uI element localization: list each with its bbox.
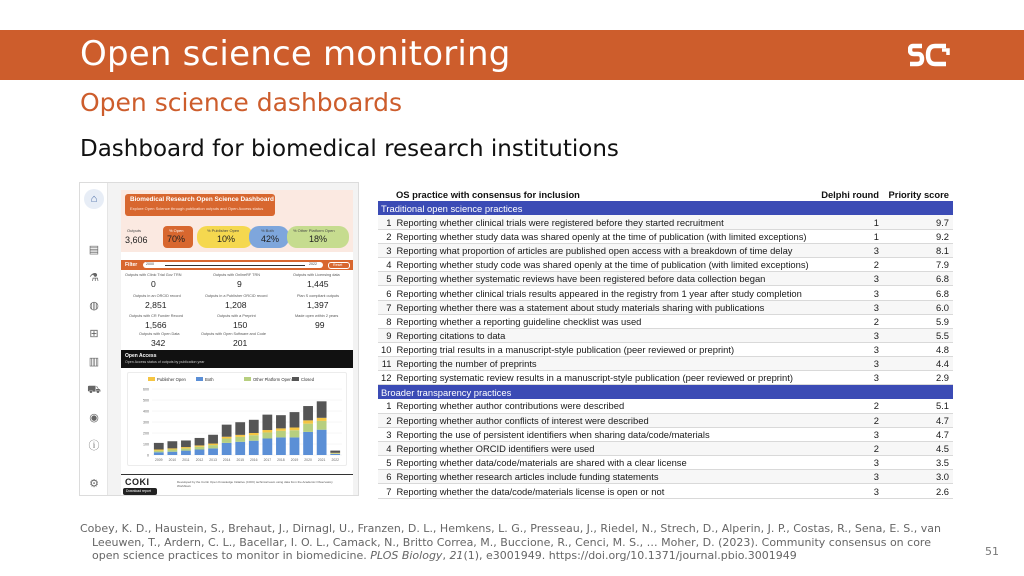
table-row	[378, 258, 953, 272]
bar-segment	[276, 431, 286, 438]
legend-label: Publisher Open	[157, 377, 186, 382]
bar-segment	[208, 444, 218, 446]
bar-segment	[249, 435, 259, 441]
publisher-open-label: % Publisher Open	[207, 228, 240, 233]
outputs-label: Outputs	[127, 228, 142, 233]
table-row	[378, 229, 953, 243]
row-number: 11	[378, 357, 393, 371]
download-report-button[interactable]	[123, 488, 157, 495]
reset-filter-label: Reset	[333, 262, 343, 267]
practice-text: Reporting whether study code was shared openly at the time of publication (with limited exceptions)	[393, 258, 817, 272]
delphi-round: 2	[817, 258, 883, 272]
x-tick-label: 2016	[250, 458, 258, 462]
priority-score: 9.2	[883, 229, 953, 243]
priority-score: 5.5	[883, 328, 953, 342]
practices-table	[378, 187, 953, 499]
dashboard-panel	[121, 190, 353, 496]
table-row	[378, 413, 953, 427]
stat-label: Made open within 2 years	[295, 314, 339, 318]
stat-label: Outputs with CR Funder Record	[129, 314, 184, 318]
bar-segment	[330, 453, 340, 454]
priority-score: 3.5	[883, 456, 953, 470]
bar-chart-icon[interactable]: ▥	[88, 356, 100, 368]
stat-value: 99	[315, 320, 325, 330]
practice-text: Reporting systematic review results in a manuscript-style publication (peer reviewed or preprint)	[393, 371, 817, 385]
practice-text: Reporting whether author conflicts of interest were described	[393, 413, 817, 427]
publisher-open-value: 10%	[217, 234, 236, 244]
title-bar	[0, 30, 1024, 80]
row-number: 4	[378, 442, 393, 456]
practice-text: Reporting whether data/code/materials are shared with a clear license	[393, 456, 817, 470]
practice-text: Reporting whether research articles include funding statements	[393, 470, 817, 484]
info-icon[interactable]: ⓘ	[88, 440, 100, 452]
priority-score: 4.4	[883, 357, 953, 371]
citation-doi[interactable]: (1), e3001949. https://doi.org/10.1371/journal.pbio.3001949	[463, 549, 797, 563]
table-row	[378, 484, 953, 498]
dashboard-footer	[121, 474, 353, 496]
filter-to: 2022	[309, 262, 317, 266]
y-tick-label: 400	[143, 409, 149, 414]
section-title: Traditional open science practices	[378, 201, 953, 215]
bar-segment	[330, 454, 340, 455]
table-row	[378, 343, 953, 357]
x-tick-label: 2017	[263, 458, 272, 462]
stat-value: 0	[151, 279, 156, 289]
page-number: 51	[985, 545, 999, 558]
legend-label: Closed	[301, 377, 315, 382]
priority-score: 2.6	[883, 484, 953, 498]
home-icon[interactable]: ⌂	[84, 189, 104, 209]
open-access-header	[121, 350, 353, 368]
other-platform-label: % Other Platform Open	[293, 228, 335, 233]
table-row	[378, 215, 953, 229]
stat-label: Outputs in a Publisher ORCID record	[205, 294, 268, 298]
bar-segment	[235, 435, 245, 437]
row-number: 1	[378, 215, 393, 229]
practice-text: Reporting whether a reporting guideline checklist was used	[393, 314, 817, 328]
slide-title: Open science monitoring	[80, 34, 511, 74]
bar-segment	[235, 422, 245, 435]
oa-title: Open Access	[125, 353, 157, 359]
priority-score: 5.1	[883, 399, 953, 413]
bar-segment	[167, 452, 177, 455]
table-row	[378, 244, 953, 258]
practice-header: OS practice with consensus for inclusion	[396, 188, 580, 200]
bar-segment	[303, 432, 313, 455]
practice-text: Reporting the number of preprints	[393, 357, 817, 371]
practice-text: Reporting whether the data/code/materials license is open or not	[393, 484, 817, 498]
open-pill-value: 70%	[167, 234, 186, 244]
practice-text: Reporting the use of persistent identifiers when sharing data/code/materials	[393, 427, 817, 441]
stat-label: Outputs in an ORCID record	[133, 294, 181, 298]
legend-swatch	[148, 377, 155, 381]
row-number: 7	[378, 484, 393, 498]
y-tick-label: 300	[143, 420, 149, 425]
priority-score: 5.9	[883, 314, 953, 328]
legend-swatch	[196, 377, 203, 381]
reset-filter-button[interactable]	[328, 262, 350, 269]
stat-value: 1,397	[307, 300, 329, 310]
x-tick-label: 2009	[155, 458, 163, 462]
bar-segment	[290, 437, 300, 455]
bar-segment	[181, 451, 191, 455]
both-pill-value: 42%	[261, 234, 280, 244]
bar-segment	[167, 448, 177, 449]
priority-score: 6.8	[883, 286, 953, 300]
citation	[80, 522, 960, 563]
network-icon[interactable]: ⊞	[89, 328, 99, 340]
row-number: 12	[378, 371, 393, 385]
both-pill	[249, 226, 289, 248]
legend-label: Both	[205, 377, 214, 382]
stat-label: Outputs with Licensing data	[293, 273, 340, 277]
flask-icon[interactable]: ⚗	[89, 272, 99, 284]
bar-segment	[154, 443, 164, 450]
table-row	[378, 456, 953, 470]
bar-segment	[262, 432, 272, 438]
stat-label: Outputs with a Preprint	[217, 314, 256, 318]
bar-segment	[154, 452, 164, 455]
globe-icon[interactable]: ◍	[89, 300, 99, 312]
legend-swatch	[292, 377, 299, 381]
stat-value: 201	[233, 338, 248, 348]
practice-text: Reporting whether systematic reviews have been registered before data collection began	[393, 272, 817, 286]
stat-label: Outputs with OnlineRF TRN	[213, 273, 260, 277]
row-number: 7	[378, 300, 393, 314]
citation-journal: PLOS Biology	[370, 549, 443, 563]
bar-segment	[303, 424, 313, 432]
row-number: 6	[378, 286, 393, 300]
dashboard-title-box	[125, 194, 275, 216]
bar-segment	[317, 418, 327, 421]
priority-score: 6.8	[883, 272, 953, 286]
table-row	[378, 399, 953, 413]
y-tick-label: 200	[143, 431, 149, 436]
bar-segment	[317, 401, 327, 418]
delphi-round: 3	[817, 343, 883, 357]
delphi-round: 3	[817, 357, 883, 371]
bar-segment	[208, 435, 218, 444]
bar-segment	[303, 420, 313, 423]
filter-bar	[121, 260, 353, 270]
bar-segment	[167, 441, 177, 448]
row-number: 2	[378, 229, 393, 243]
x-tick-label: 2011	[182, 458, 190, 462]
x-tick-label: 2014	[222, 458, 231, 462]
table-row	[378, 427, 953, 441]
y-tick-label: 0	[147, 453, 149, 458]
bar-segment	[249, 433, 259, 435]
gear-icon[interactable]: ⚙	[89, 478, 99, 490]
table-row	[378, 300, 953, 314]
outputs-value: 3,606	[125, 235, 148, 245]
bar-segment	[249, 441, 259, 455]
row-number: 2	[378, 413, 393, 427]
delphi-round: 3	[817, 300, 883, 314]
stat-value: 1,566	[145, 320, 167, 330]
x-tick-label: 2013	[209, 458, 217, 462]
table-row	[378, 328, 953, 342]
bar-segment	[222, 425, 232, 437]
table-section-row	[378, 385, 953, 399]
priority-score: 7.9	[883, 258, 953, 272]
dashboard-subtitle: Explore Open Science through publication outputs and Open Access status	[130, 206, 264, 211]
delphi-round: 3	[817, 272, 883, 286]
citation-authors: Cobey, K. D., Haustein, S., Brehaut, J., Dirnagl, U., Franzen, D. L., Hemkens, L. G., Presseau, J., Riedel, N., Strech, D., Alperin, J. P., Costas, R., Sena, E. S., van Leeuwen, T., Ardern, C. L., Bacellar, I. O. L., Camack, N., Britto Correa, M., Buccione, R., Cenci, M. S., … Moher, D. (2023). Community consensus on core open science practices to monitor in biomedicine.	[80, 522, 941, 563]
table-header-row	[378, 187, 953, 201]
x-tick-label: 2010	[168, 458, 177, 462]
bar-segment	[154, 450, 164, 451]
stat-label: Outputs with Open Data	[139, 332, 180, 336]
section-title: Broader transparency practices	[378, 385, 953, 399]
open-pill	[163, 226, 193, 248]
filter-label: Filter	[125, 262, 138, 268]
dashboard-header	[121, 190, 353, 252]
row-number: 3	[378, 244, 393, 258]
bar-segment	[222, 439, 232, 443]
row-number: 5	[378, 272, 393, 286]
row-number: 5	[378, 456, 393, 470]
slide-heading: Dashboard for biomedical research institutions	[80, 136, 619, 162]
practice-text: Reporting whether clinical trials were registered before they started recruitment	[393, 215, 817, 229]
priority-score: 2.9	[883, 371, 953, 385]
slider-track	[165, 265, 305, 266]
bar-segment	[276, 437, 286, 455]
table-row	[378, 357, 953, 371]
table-section-row	[378, 201, 953, 215]
x-tick-label: 2020	[304, 458, 312, 462]
oa-subtitle: Open Access status of outputs by publication year	[125, 360, 205, 364]
row-number: 9	[378, 328, 393, 342]
practice-text: Reporting whether ORCID identifiers were used	[393, 442, 817, 456]
priority-score: 9.7	[883, 215, 953, 229]
delphi-header: Delphi round	[821, 188, 879, 200]
y-tick-label: 600	[143, 387, 149, 392]
citation-text: Cobey, K. D., Haustein, S., Brehaut, J., Dirnagl, U., Franzen, D. L., Hemkens, L. G., Presseau, J., Riedel, N., Strech, D., Alperin, J. P., Costas, R., Sena, E. S., van Leeuwen, T., Ardern, C. L., Bacellar, I. O. L., Camack, N., Britto Correa, M., Buccione, R., Cenci, M. S., … Moher, D. (2023). Community consensus on core open science practices to monitor in biomedicine. PLOS Biology, 21(1), e3001949. https://doi.org/10.1371/journal.pbio.3001949	[80, 522, 941, 563]
bar-segment	[235, 442, 245, 455]
row-number: 8	[378, 314, 393, 328]
bar-segment	[181, 448, 191, 450]
coki-logo: COKI	[125, 477, 150, 487]
delphi-round: 3	[817, 286, 883, 300]
row-number: 3	[378, 427, 393, 441]
x-tick-label: 2019	[290, 458, 299, 462]
stat-label: Outputs with Open Software and Code	[201, 332, 267, 336]
practice-text: Reporting whether clinical trials results appeared in the registry from 1 year after study completion	[393, 286, 817, 300]
x-tick-label: 2021	[317, 458, 326, 462]
stat-value: 9	[237, 279, 242, 289]
legend-label: Other Platform Open	[253, 377, 292, 382]
publisher-open-pill	[197, 226, 253, 248]
other-platform-pill	[287, 226, 349, 248]
filter-from: 2000	[146, 262, 154, 266]
table-row	[378, 314, 953, 328]
priority-score: 6.0	[883, 300, 953, 314]
practice-text: Reporting trial results in a manuscript-style publication (peer reviewed or preprint)	[393, 343, 817, 357]
stat-value: 1,208	[225, 300, 247, 310]
bar-segment	[276, 415, 286, 428]
x-tick-label: 2015	[236, 458, 244, 462]
row-number: 1	[378, 399, 393, 413]
bar-segment	[317, 430, 327, 455]
priority-score: 3.0	[883, 470, 953, 484]
bar-segment	[181, 440, 191, 447]
table-row	[378, 272, 953, 286]
delphi-round: 3	[817, 328, 883, 342]
priority-score: 4.8	[883, 343, 953, 357]
delphi-round: 2	[817, 399, 883, 413]
bar-segment	[290, 428, 300, 431]
stat-value: 150	[233, 320, 248, 330]
table-row	[378, 442, 953, 456]
dashboard-screenshot	[79, 182, 359, 496]
priority-score: 4.7	[883, 427, 953, 441]
table-row	[378, 470, 953, 484]
citation-volume: 21	[449, 549, 464, 563]
priority-score: 8.1	[883, 244, 953, 258]
oa-chart	[127, 372, 347, 466]
stat-value: 1,445	[307, 279, 329, 289]
delphi-round: 3	[817, 427, 883, 441]
table-row	[378, 371, 953, 385]
bar-segment	[181, 447, 191, 448]
bar-segment	[290, 412, 300, 427]
year-range-slider[interactable]	[143, 262, 323, 268]
bar-segment	[249, 420, 259, 433]
bar-segment	[262, 430, 272, 432]
download-report-label: Download report	[126, 489, 151, 493]
bar-segment	[222, 437, 232, 439]
bar-segment	[167, 450, 177, 452]
stat-value: 2,851	[145, 300, 167, 310]
bar-segment	[235, 437, 245, 442]
both-pill-label: % Both	[261, 228, 274, 233]
bar-segment	[208, 448, 218, 455]
priority-score: 4.5	[883, 442, 953, 456]
dashboard-nav-rail	[80, 183, 108, 496]
practice-text: Reporting what proportion of articles are published open access with a breakdown of time delay	[393, 244, 817, 258]
delphi-round: 2	[817, 413, 883, 427]
bar-segment	[303, 406, 313, 420]
stat-label: Plan S compliant outputs	[297, 294, 340, 298]
delphi-round: 3	[817, 244, 883, 258]
truck-icon[interactable]: ⛟	[87, 384, 101, 396]
bar-segment	[208, 445, 218, 448]
stat-value: 342	[151, 338, 166, 348]
sc-logo-icon	[908, 41, 952, 69]
delphi-round: 3	[817, 484, 883, 498]
row-number: 6	[378, 470, 393, 484]
priority-score: 4.7	[883, 413, 953, 427]
footer-text: Developed by the Curtin Open Knowledge Initiative (COKI) technical team using data from the Academic Observatory Workflows	[177, 480, 333, 488]
bar-segment	[262, 415, 272, 430]
bar-segment	[195, 450, 205, 456]
bar-segment	[195, 447, 205, 450]
bar-segment	[195, 438, 205, 445]
delphi-round: 1	[817, 215, 883, 229]
other-platform-value: 18%	[309, 234, 328, 244]
bar-segment	[262, 439, 272, 456]
slide-subtitle: Open science dashboards	[80, 88, 403, 117]
dashboard-title: Biomedical Research Open Science Dashboard	[130, 196, 274, 203]
delphi-round: 3	[817, 456, 883, 470]
practices-table-body	[378, 201, 953, 498]
practice-text: Reporting citations to data	[393, 328, 817, 342]
practice-text: Reporting whether author contributions were described	[393, 399, 817, 413]
delphi-round: 2	[817, 442, 883, 456]
bar-segment	[154, 451, 164, 453]
delphi-round: 3	[817, 470, 883, 484]
y-tick-label: 100	[143, 442, 149, 447]
document-icon[interactable]: ▤	[88, 244, 100, 256]
row-number: 10	[378, 343, 393, 357]
bar-segment	[317, 421, 327, 430]
x-tick-label: 2012	[195, 458, 204, 462]
bar-segment	[330, 451, 340, 453]
bar-segment	[195, 445, 205, 446]
open-pill-label: % Open	[169, 228, 184, 233]
x-tick-label: 2022	[331, 458, 339, 462]
practice-text: Reporting whether there was a statement about study materials sharing with publications	[393, 300, 817, 314]
bar-segment	[290, 430, 300, 437]
y-tick-label: 500	[143, 398, 149, 403]
priority-header: Priority score	[888, 188, 949, 200]
bar-segment	[222, 443, 232, 455]
delphi-round: 1	[817, 229, 883, 243]
row-number: 4	[378, 258, 393, 272]
stat-label: Outputs with Clinic Trial Gov TRN	[125, 273, 182, 277]
delphi-round: 2	[817, 314, 883, 328]
oa-chart-svg	[128, 373, 348, 467]
x-tick-label: 2018	[277, 458, 285, 462]
practice-text: Reporting whether study data was shared openly at the time of publication (with limited exceptions)	[393, 229, 817, 243]
legend-swatch	[244, 377, 251, 381]
delphi-round: 3	[817, 371, 883, 385]
eye-icon[interactable]: ◉	[89, 412, 99, 424]
bar-segment	[276, 428, 286, 430]
table-row	[378, 286, 953, 300]
